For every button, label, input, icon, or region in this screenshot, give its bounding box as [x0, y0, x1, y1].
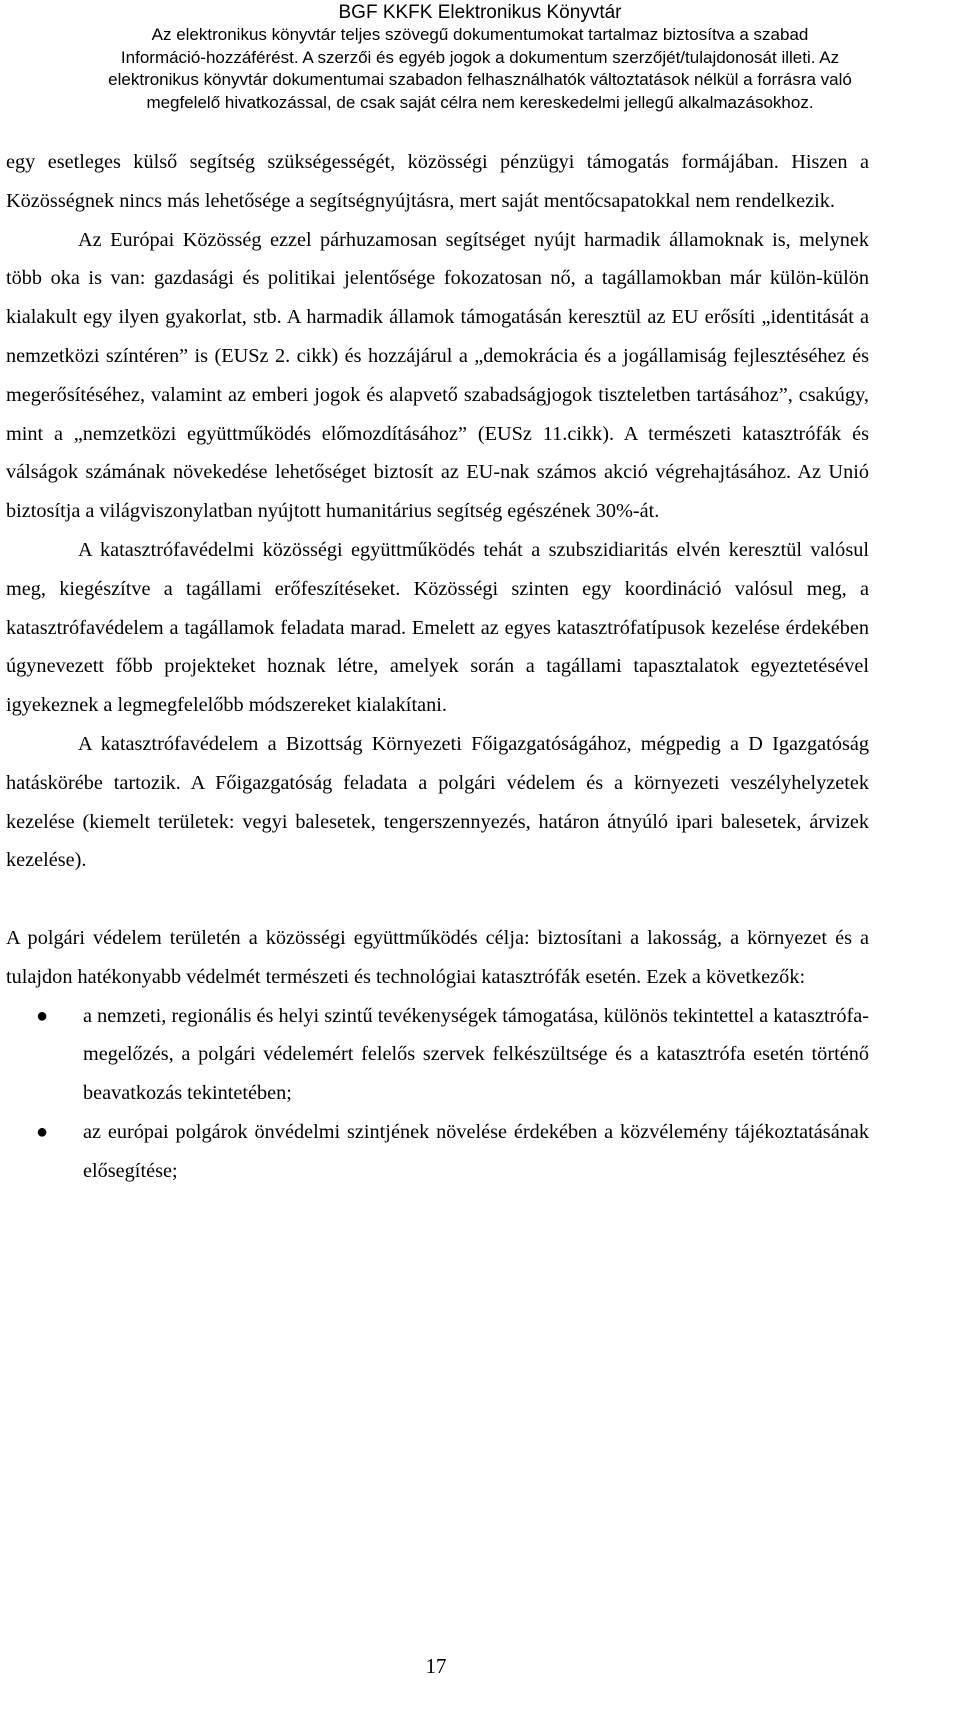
body-paragraph: A katasztrófavédelmi közösségi együttműködés tehát a szubszidiaritás elvén keresztül valósul meg, kiegészítve a tagállami erőfeszítéseket. Közösségi szinten egy koordináció valósul meg, a katasztrófavédelem a tagállamok feladata marad. Emelett az egyes katasztrófatípusok kezelése érdekében úgynevezett főbb projekteket hoznak létre, amelyek során a tagállami tapasztalatok egyeztetésével igyekeznek a legmegfelelőbb módszereket kialakítani.	[6, 538, 869, 717]
document-header	[0, 2, 960, 114]
list-item	[6, 997, 869, 1113]
header-line: elektronikus könyvtár dokumentumai szabadon felhasználhatók változtatások nélkül a forrásra való	[108, 70, 852, 90]
header-line: megfelelő hivatkozással, de csak saját célra nem kereskedelmi jellegű alkalmazásokhoz.	[146, 92, 814, 112]
list-item	[6, 1113, 869, 1191]
list-item-text: a nemzeti, regionális és helyi szintű tevékenységek támogatása, különös tekintettel a katasztrófa-megelőzés, a polgári védelemért felelős szervek felkészültsége és a katasztrófa esetén történő beavatkozás tekintetében;	[83, 1004, 869, 1105]
bullet-icon: ●	[36, 1120, 49, 1143]
header-title: BGF KKFK Elektronikus Könyvtár	[338, 2, 622, 23]
page-number: 17	[425, 1654, 447, 1678]
body-paragraph: A polgári védelem területén a közösségi együttműködés célja: biztosítani a lakosság, a környezet és a tulajdon hatékonyabb védelmét természeti és technológiai katasztrófák esetén. Ezek a következők:	[6, 926, 869, 988]
header-line: Információ-hozzáférést. A szerzői és egyéb jogok a dokumentum szerzőjét/tulajdonosát illeti. Az	[120, 47, 840, 67]
body-paragraph: A katasztrófavédelem a Bizottság Környezeti Főigazgatóságához, mégpedig a D Igazgatóság hatáskörébe tartozik. A Főigazgatóság feladata a polgári védelem és a környezeti veszélyhelyzetek kezelése (kiemelt területek: vegyi balesetek, tengerszennyezés, határon átnyúló ipari balesetek, árvizek kezelése).	[6, 732, 869, 872]
body-paragraph: Az Európai Közösség ezzel párhuzamosan segítséget nyújt harmadik államoknak is, melynek több oka is van: gazdasági és politikai jelentősége fokozatosan nő, a tagállamokban már külön-külön kialakult egy ilyen gyakorlat, stb. A harmadik államok támogatásán keresztül az EU erősíti „identitását a nemzetközi színtéren” is (EUSz 2. cikk) és hozzájárul a „demokrácia és a jogállamiság fejlesztéséhez és megerősítéséhez, valamint az emberi jogok és alapvető szabadságjogok tiszteletben tartásához”, csakúgy, mint a „nemzetközi együttműködés előmozdításához” (EUSz 11.cikk). A természeti katasztrófák és válságok számának növekedése lehetőséget biztosít az EU-nak számos akció végrehajtásához. Az Unió biztosítja a világviszonylatban nyújtott humanitárius segítség egészének 30%-át.	[6, 228, 869, 523]
body-paragraph: egy esetleges külső segítség szükségességét, közösségi pénzügyi támogatás formájában. Hiszen a Közösségnek nincs más lehetősége a segítségnyújtásra, mert saját mentőcsapatokkal nem rendelkezik.	[6, 151, 869, 212]
bullet-list	[6, 997, 869, 1191]
document-body	[6, 143, 869, 1191]
list-item-text: az európai polgárok önvédelmi szintjének növelése érdekében a közvélemény tájékoztatásának elősegítése;	[83, 1120, 869, 1182]
header-line: Az elektronikus könyvtár teljes szövegű dokumentumokat tartalmaz biztosítva a szabad	[151, 25, 809, 44]
bullet-icon: ●	[36, 1004, 49, 1027]
